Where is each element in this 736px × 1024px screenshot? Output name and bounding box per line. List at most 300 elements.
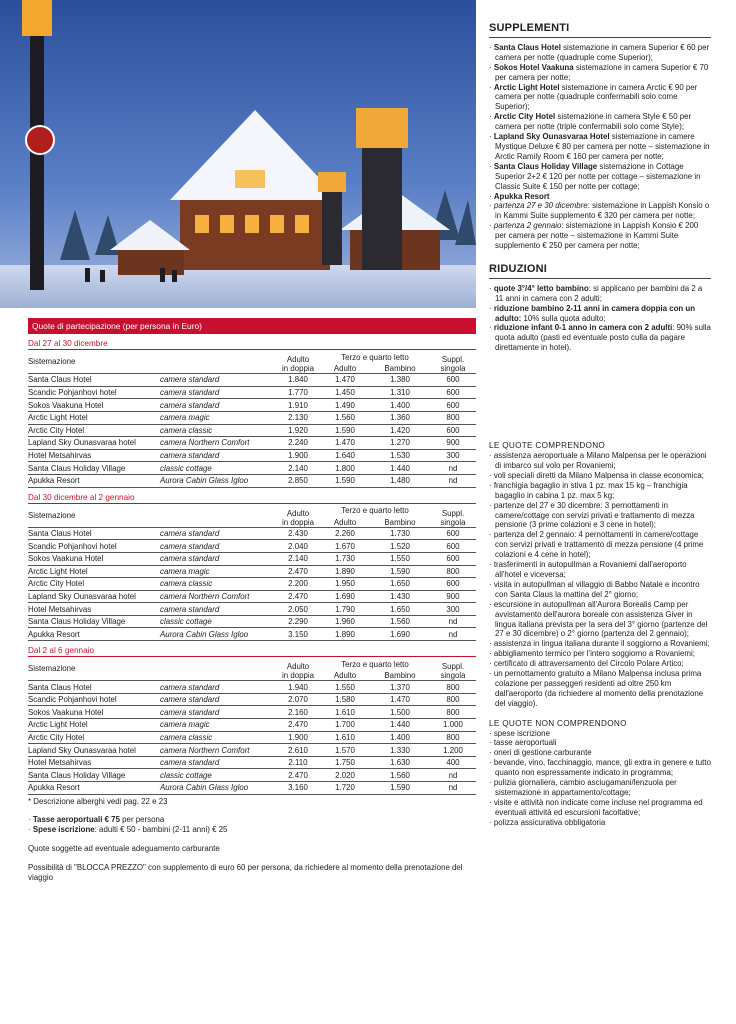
table-row (28, 411, 476, 424)
hotel-name: Sokos Vaakuna Hotel (28, 706, 160, 719)
item-bold: Arctic City Hotel (493, 112, 556, 122)
hotel-name: Arctic Light Hotel (28, 719, 160, 732)
price-suppl-singola: nd (430, 462, 476, 475)
room-type: classic cottage (160, 615, 276, 628)
price-bambino: 1.270 (370, 437, 430, 450)
item-text: sistemazione in camere Mystique Deluxe € 80 per camera per notte – sistemazione in Arctic Ramily Room € 160 per camera per notte; (495, 132, 710, 161)
list-item: · polizza assicurativa obbligatoria (489, 817, 606, 827)
table-row (28, 603, 476, 616)
col-in-doppia-label: in doppia (281, 517, 315, 527)
price-adulto-doppia: 2.140 (276, 462, 320, 475)
price-bambino: 1.330 (370, 744, 430, 757)
price-suppl-singola: 600 (430, 527, 476, 540)
price-adulto-doppia: 2.140 (276, 552, 320, 565)
room-type: camera magic (160, 565, 276, 578)
item-bold: Arctic Light Hotel (493, 82, 560, 92)
room-type: classic cottage (160, 462, 276, 475)
price-suppl-singola: 900 (430, 590, 476, 603)
price-adulto-doppia: 2.470 (276, 590, 320, 603)
room-type: camera standard (160, 386, 276, 399)
table-row (28, 540, 476, 553)
price-adulto-doppia: 2.470 (276, 719, 320, 732)
divider (489, 278, 711, 279)
list-item: · assistenza in lingua italiana durante il soggiorno a Rovaniemi; (489, 639, 710, 649)
hotel-name: Arctic Light Hotel (28, 411, 160, 424)
conditions-column (489, 0, 711, 828)
list-item: · partenza 2 gennaio: sistemazione in Lappish Konsio € 200 per camera per notte – sistemazione in Kammi Suite supplemento € 250 per camera per notte; (489, 221, 699, 251)
list-item: · certificato di attraversamento del Circolo Polare Artico; (489, 659, 684, 669)
list-item: · tasse aeroportuali (489, 738, 557, 748)
room-type: camera standard (160, 693, 276, 706)
price-adulto-doppia: 1.770 (276, 386, 320, 399)
hotel-name: Sokos Vaakuna Hotel (28, 399, 160, 412)
riduzioni-list (489, 284, 711, 353)
price-suppl-singola: nd (430, 769, 476, 782)
item-text: sistemazione in camera Style € 50 per camera per notte (triple confermabili solo come Style); (495, 112, 692, 132)
price-bambino: 1.470 (370, 693, 430, 706)
item-bold: riduzione bambino 2-11 anni in camera doppia con un adulto: (493, 303, 696, 323)
divider (489, 37, 711, 38)
price-suppl-singola: nd (430, 615, 476, 628)
price-bambino: 1.430 (370, 590, 430, 603)
price-table (28, 350, 476, 488)
price-suppl-singola: 800 (430, 411, 476, 424)
list-item: · trasferimenti in autopullman a Rovaniemi dall'aeroporto all'hotel e viceversa; (489, 560, 687, 579)
room-type: camera standard (160, 399, 276, 412)
item-text: : sistemazione in Lappish Konsio € 200 per camera per notte – sistemazione in Kammi Suite supplemento € 250 per camera per notte; (495, 221, 699, 251)
item-text: sistemazione in camera Superior € 60 per camera per notte (quadruple come Superior); (495, 42, 710, 62)
price-suppl-singola: 800 (430, 706, 476, 719)
room-type: camera standard (160, 449, 276, 462)
price-adulto-doppia: 1.840 (276, 374, 320, 387)
col-suppl-label: Suppl. (441, 508, 465, 518)
item-text: certificato di attraversamento del Circolo Polare Artico; (493, 659, 684, 669)
price-table (28, 657, 476, 795)
item-text: abbigliamento termico per l'intero soggiorno a Rovaniemi; (493, 649, 695, 659)
col-sistemazione: Sistemazione (28, 357, 76, 367)
item-text: sistemazione in camera Arctic € 90 per camera per notte (quadruple confermabili solo come Superior); (495, 82, 698, 112)
price-suppl-singola: 300 (430, 603, 476, 616)
list-item: · oneri di gestione carburante (489, 748, 592, 758)
list-item: · Arctic Light Hotel sistemazione in camera Arctic € 90 per camera per notte (quadruple confermabili solo come Superior); (489, 82, 698, 112)
riduzioni-title: RIDUZIONI (489, 262, 548, 275)
hotel-name: Santa Claus Holiday Village (28, 769, 160, 782)
col-adulto-label: Adulto (286, 508, 310, 518)
table-header-row (28, 350, 476, 362)
room-type: camera standard (160, 603, 276, 616)
price-bambino: 1.730 (370, 527, 430, 540)
col-suppl-label: Suppl. (441, 662, 465, 672)
hotel-name: Hotel Metsahirvas (28, 449, 160, 462)
table-row (28, 449, 476, 462)
non-comprendono-title: LE QUOTE NON COMPRENDONO (489, 718, 627, 728)
price-bambino: 1.380 (370, 374, 430, 387)
price-suppl-singola: 600 (430, 386, 476, 399)
price-bambino: 1.440 (370, 719, 430, 732)
list-item: · Lapland Sky Ounasvaraa Hotel sistemazione in camere Mystique Deluxe € 80 per camera per notte – sistemazione in Arctic Ramily Room € 160 per camera per notte; (489, 132, 710, 161)
quote-header: Quote di partecipazione (per persona in Euro) (28, 318, 476, 334)
item-bold: Sokos Hotel Vaakuna (493, 62, 574, 72)
item-text: : 90% sulla quota adulto (pasti ed eventuale posto culla da pagare direttamente in hotel). (495, 323, 711, 353)
price-adulto-terzo: 1.670 (320, 540, 370, 553)
list-item: · riduzione infant 0-1 anno in camera con 2 adulti: 90% sulla quota adulto (pasti ed eventuale posto culla da pagare direttamente in hotel). (489, 323, 711, 353)
item-bold: quote 3°/4° letto bambino (493, 283, 589, 293)
list-item: · un pernottamento gratuito a Milano Malpensa inclusa prima colazione per passeggeri residenti ad oltre 250 km dall'aeroporto (da richiedere al momento della prenotazione del viaggio). (489, 669, 704, 708)
list-item: · pulizia giornaliera, cambio asciugamani/lenzuola per sistemazione in appartamento/cottage; (489, 778, 677, 797)
price-adulto-doppia: 2.470 (276, 769, 320, 782)
item-text: partenze del 27 e 30 dicembre: 3 pernottamenti in camere/cottage con servizi privati e trattamento di mezza pensione (3 prime colazioni e 3 cene in hotel); (493, 500, 695, 530)
hotel-name: Arctic City Hotel (28, 578, 160, 591)
table-row (28, 769, 476, 782)
price-bambino: 1.550 (370, 552, 430, 565)
price-bambino: 1.560 (370, 769, 430, 782)
price-bambino: 1.520 (370, 540, 430, 553)
table-header-row (28, 657, 476, 669)
price-suppl-singola: 400 (430, 756, 476, 769)
price-adulto-doppia: 2.050 (276, 603, 320, 616)
price-adulto-doppia: 2.430 (276, 527, 320, 540)
table-row (28, 693, 476, 706)
table-row (28, 437, 476, 450)
item-text: sistemazione in Cottage Superior 2+2 € 120 per notte per cottage – sistemazione in Classic Suite € 150 per notte per cottage; (495, 161, 701, 191)
price-suppl-singola: 600 (430, 578, 476, 591)
list-item: · voli speciali diretti da Milano Malpensa in classe economica; (489, 470, 704, 480)
price-suppl-singola: nd (430, 782, 476, 795)
hotel-name: Scandic Pohjanhovi hotel (28, 693, 160, 706)
item-text: assistenza in lingua italiana durante il soggiorno a Rovaniemi; (493, 639, 710, 649)
table-row (28, 744, 476, 757)
price-bambino: 1.560 (370, 615, 430, 628)
hotel-name: Santa Claus Hotel (28, 681, 160, 694)
price-adulto-terzo: 1.890 (320, 565, 370, 578)
hotel-name: Apukka Resort (28, 474, 160, 487)
price-bambino: 1.630 (370, 756, 430, 769)
price-adulto-doppia: 3.150 (276, 628, 320, 641)
hotel-name: Hotel Metsahirvas (28, 756, 160, 769)
price-adulto-terzo: 1.790 (320, 603, 370, 616)
price-bambino: 1.420 (370, 424, 430, 437)
col-terzo-quarto: Terzo e quarto letto (341, 352, 409, 362)
price-suppl-singola: 800 (430, 565, 476, 578)
price-adulto-doppia: 2.200 (276, 578, 320, 591)
item-text: : sistemazione in Lappish Konsio o in Kammi Suite supplemento € 320 per camera per notte; (495, 201, 710, 221)
item-text: : si applicano per bambini da 2 a 11 anni in camera con 2 adulti; (495, 283, 703, 303)
comprendono-list (489, 451, 711, 709)
price-adulto-doppia: 2.290 (276, 615, 320, 628)
price-suppl-singola: 600 (430, 399, 476, 412)
hotel-name: Santa Claus Holiday Village (28, 615, 160, 628)
hotel-name: Lapland Sky Ounasvaraa hotel (28, 744, 160, 757)
table-row (28, 578, 476, 591)
table-row (28, 590, 476, 603)
price-bambino: 1.590 (370, 565, 430, 578)
item-bold: Santa Claus Hotel (493, 42, 561, 52)
price-adulto-terzo: 1.580 (320, 693, 370, 706)
table-row (28, 782, 476, 795)
room-type: Aurora Cabin Glass Igloo (160, 782, 276, 795)
hotel-name: Scandic Pohjanhovi hotel (28, 540, 160, 553)
list-item: · quote 3°/4° letto bambino: si applicano per bambini da 2 a 11 anni in camera con 2 adulti; (489, 283, 703, 303)
price-adulto-terzo: 1.550 (320, 681, 370, 694)
price-adulto-doppia: 2.850 (276, 474, 320, 487)
hotel-name: Arctic City Hotel (28, 424, 160, 437)
supplementi-title: SUPPLEMENTI (489, 22, 570, 34)
price-adulto-terzo: 1.690 (320, 590, 370, 603)
price-suppl-singola: 300 (430, 449, 476, 462)
table-row (28, 424, 476, 437)
room-type: Aurora Cabin Glass Igloo (160, 628, 276, 641)
item-text: franchigia bagaglio in stiva 1 pz. max 15 kg – franchigia bagaglio in cabina 1 pz. max 5 kg; (493, 480, 688, 500)
item-text: sistemazione in camera Superior € 70 per camera per notte; (495, 62, 709, 82)
list-item: · visite e attività non indicate come incluse nel programma ed eventuali attività ed escursioni facoltative; (489, 797, 703, 817)
price-adulto-terzo: 1.470 (320, 374, 370, 387)
non-comprendono-list (489, 729, 711, 828)
hotel-name: Santa Claus Holiday Village (28, 462, 160, 475)
price-adulto-terzo: 1.730 (320, 552, 370, 565)
item-text: partenza del 2 gennaio: 4 pernottamenti in camere/cottage con servizi privati e trattamento di mezza pensione (4 prime colazioni e 4 cene in hotel); (493, 530, 704, 560)
period-title: Dal 27 al 30 dicembre (28, 337, 476, 350)
list-item: · partenza del 2 gennaio: 4 pernottamenti in camere/cottage con servizi privati e trattamento di mezza pensione (4 prime colazioni e 4 cene in hotel); (489, 530, 704, 560)
hotel-name: Scandic Pohjanhovi hotel (28, 386, 160, 399)
price-adulto-terzo: 1.570 (320, 744, 370, 757)
item-text: visite e attività non indicate come incluse nel programma ed eventuali attività ed escursioni facoltative; (493, 797, 703, 817)
item-text: visita in autopullman al villaggio di Babbo Natale e incontro con Santa Claus la mattina del 2° giorno; (493, 579, 700, 599)
price-adulto-doppia: 1.910 (276, 399, 320, 412)
room-type: camera classic (160, 731, 276, 744)
item-text: escursione in autopullman all'Aurora Borealis Camp per avvistamento dell'aurora boreale con assistenza Giver in lingua italiana prevista per la sera del 3° giorno (partenze del 27 e 30 dicembre) o 2° giorno (partenza del 2 gennaio); (493, 599, 708, 639)
price-adulto-doppia: 2.610 (276, 744, 320, 757)
period-title: Dal 30 dicembre al 2 gennaio (28, 491, 476, 504)
list-item: · partenze del 27 e 30 dicembre: 3 pernottamenti in camere/cottage con servizi privati e trattamento di mezza pensione (3 prime colazioni e 3 cene in hotel); (489, 500, 695, 530)
room-type: camera standard (160, 527, 276, 540)
col-adulto-terzo: Adulto (333, 671, 357, 681)
hotel-name: Apukka Resort (28, 628, 160, 641)
col-in-doppia-label: in doppia (281, 671, 315, 681)
price-bambino: 1.690 (370, 628, 430, 641)
price-adulto-terzo: 1.590 (320, 474, 370, 487)
col-singola-label: singola (440, 671, 466, 681)
period-title: Dal 2 al 6 gennaio (28, 644, 476, 657)
table-row (28, 565, 476, 578)
col-singola-label: singola (440, 364, 466, 374)
list-item: · escursione in autopullman all'Aurora Borealis Camp per avvistamento dell'aurora boreale con assistenza Giver in lingua italiana prevista per la sera del 3° giorno (partenze del 27 e 30 dicembre) o 2° giorno (partenza del 2 gennaio); (489, 599, 708, 639)
price-adulto-doppia: 1.900 (276, 731, 320, 744)
price-adulto-terzo: 1.610 (320, 706, 370, 719)
price-adulto-doppia: 2.160 (276, 706, 320, 719)
hotel-name: Santa Claus Hotel (28, 374, 160, 387)
santa-claus-village-photo (0, 0, 476, 308)
apukka-sublist (489, 201, 711, 251)
item-text: assistenza aeroportuale a Milano Malpensa per le operazioni di imbarco sul volo per Rovaniemi; (493, 451, 707, 470)
table-row (28, 462, 476, 475)
price-suppl-singola: 600 (430, 540, 476, 553)
price-adulto-doppia: 2.470 (276, 565, 320, 578)
santa-claus-village-photo-icon (0, 0, 476, 308)
col-adulto-terzo: Adulto (333, 364, 357, 374)
price-suppl-singola: 600 (430, 374, 476, 387)
price-table (28, 504, 476, 642)
price-bambino: 1.590 (370, 782, 430, 795)
list-item: · Sokos Hotel Vaakuna sistemazione in camera Superior € 70 per camera per notte; (489, 62, 709, 82)
hotel-name: Arctic City Hotel (28, 731, 160, 744)
price-adulto-doppia: 2.070 (276, 693, 320, 706)
table-row (28, 756, 476, 769)
hotel-name: Apukka Resort (28, 782, 160, 795)
item-text: tasse aeroportuali (493, 738, 557, 748)
room-type: camera standard (160, 540, 276, 553)
col-suppl (430, 657, 476, 681)
item-italic: partenza 27 e 30 dicembre (493, 201, 588, 211)
col-sistemazione: Sistemazione (28, 510, 76, 520)
list-item: · Arctic City Hotel sistemazione in camera Style € 50 per camera per notte (triple confermabili solo come Style); (489, 112, 692, 132)
room-type: camera Northern Comfort (160, 590, 276, 603)
price-adulto-terzo: 2.020 (320, 769, 370, 782)
table-row (28, 706, 476, 719)
item-text: oneri di gestione carburante (493, 748, 592, 758)
price-adulto-terzo: 1.890 (320, 628, 370, 641)
price-adulto-terzo: 1.560 (320, 411, 370, 424)
item-text: bevande, vino, facchinaggio, mance, gli extra in genere e tutto quanto non espressamente indicato in programma; (493, 758, 711, 778)
price-bambino: 1.440 (370, 462, 430, 475)
price-bambino: 1.360 (370, 411, 430, 424)
list-item: · assistenza aeroportuale a Milano Malpensa per le operazioni di imbarco sul volo per Rovaniemi; (489, 451, 707, 470)
price-adulto-doppia: 2.110 (276, 756, 320, 769)
price-bambino: 1.310 (370, 386, 430, 399)
list-item: · Santa Claus Hotel sistemazione in camera Superior € 60 per camera per notte (quadruple come Superior); (489, 42, 710, 62)
room-type: camera magic (160, 719, 276, 732)
item-text: 10% sulla quota adulto; (521, 313, 606, 323)
price-bambino: 1.370 (370, 681, 430, 694)
item-text: un pernottamento gratuito a Milano Malpensa inclusa prima colazione per passeggeri residenti ad oltre 250 km dall'aeroporto (da richiedere al momento della prenotazione del viaggio). (493, 669, 704, 708)
hotel-name: Lapland Sky Ounasvaraa hotel (28, 590, 160, 603)
price-adulto-terzo: 1.590 (320, 424, 370, 437)
item-text: voli speciali diretti da Milano Malpensa in classe economica; (493, 470, 704, 480)
col-singola-label: singola (440, 517, 466, 527)
price-adulto-terzo: 1.470 (320, 437, 370, 450)
room-type: camera standard (160, 552, 276, 565)
table-row (28, 681, 476, 694)
hotel-name: Arctic Light Hotel (28, 565, 160, 578)
list-item: · franchigia bagaglio in stiva 1 pz. max 15 kg – franchigia bagaglio in cabina 1 pz. max 5 kg; (489, 480, 688, 500)
list-item: · partenza 27 e 30 dicembre: sistemazione in Lappish Konsio o in Kammi Suite supplemento € 320 per camera per notte; (489, 201, 710, 221)
table-row (28, 527, 476, 540)
item-bold: Santa Claus Holiday Village (493, 161, 598, 171)
price-bambino: 1.480 (370, 474, 430, 487)
list-item: · abbigliamento termico per l'intero soggiorno a Rovaniemi; (489, 649, 695, 659)
hotel-name: Hotel Metsahirvas (28, 603, 160, 616)
col-terzo-quarto: Terzo e quarto letto (341, 506, 409, 516)
item-text: spese iscrizione (493, 728, 550, 738)
list-item: · Apukka Resort (489, 191, 550, 201)
table-row (28, 399, 476, 412)
price-suppl-singola: 900 (430, 437, 476, 450)
col-bambino: Bambino (384, 364, 416, 374)
list-item: · riduzione bambino 2-11 anni in camera doppia con un adulto: 10% sulla quota adulto; (489, 303, 696, 323)
col-adulto (276, 504, 320, 528)
room-type: classic cottage (160, 769, 276, 782)
hotel-name: Lapland Sky Ounasvaraa hotel (28, 437, 160, 450)
price-adulto-terzo: 1.950 (320, 578, 370, 591)
table-row (28, 719, 476, 732)
price-bambino: 1.500 (370, 706, 430, 719)
price-suppl-singola: 800 (430, 693, 476, 706)
col-in-doppia-label: in doppia (281, 364, 315, 374)
table-row (28, 374, 476, 387)
fuel-note: Quote soggette ad eventuale adeguamento carburante (28, 843, 220, 853)
price-adulto-terzo: 1.610 (320, 731, 370, 744)
fee-spese: · Spese iscrizione: adulti € 50 - bambini (2-11 anni) € 25 (28, 824, 228, 834)
table-row (28, 615, 476, 628)
room-type: camera standard (160, 706, 276, 719)
price-adulto-doppia: 1.940 (276, 681, 320, 694)
blocca-prezzo-note: Possibilità di "BLOCCA PREZZO" con supplemento di euro 60 per persona, da richiedere al momento della prenotazione del viaggio (28, 862, 463, 882)
room-type: camera Northern Comfort (160, 744, 276, 757)
price-bambino: 1.650 (370, 603, 430, 616)
col-bambino: Bambino (384, 671, 416, 681)
item-bold: Lapland Sky Ounasvaraa Hotel (493, 132, 610, 142)
item-bold: riduzione infant 0-1 anno in camera con 2 adulti (493, 323, 673, 333)
price-suppl-singola: 800 (430, 731, 476, 744)
hotel-name: Sokos Vaakuna Hotel (28, 552, 160, 565)
col-adulto-label: Adulto (286, 662, 310, 672)
hotel-name: Santa Claus Hotel (28, 527, 160, 540)
price-adulto-doppia: 1.920 (276, 424, 320, 437)
col-adulto (276, 350, 320, 374)
price-bambino: 1.400 (370, 731, 430, 744)
price-adulto-doppia: 2.040 (276, 540, 320, 553)
room-type: camera classic (160, 424, 276, 437)
list-item: · bevande, vino, facchinaggio, mance, gli extra in genere e tutto quanto non espressamente indicato in programma; (489, 758, 711, 778)
price-adulto-doppia: 2.240 (276, 437, 320, 450)
room-type: camera standard (160, 756, 276, 769)
price-adulto-terzo: 1.800 (320, 462, 370, 475)
price-suppl-singola: 1.200 (430, 744, 476, 757)
price-suppl-singola: nd (430, 628, 476, 641)
col-adulto-terzo: Adulto (333, 517, 357, 527)
hotel-footnote: * Descrizione alberghi vedi pag. 22 e 23 (28, 796, 168, 806)
col-sistemazione: Sistemazione (28, 664, 76, 674)
table-row (28, 731, 476, 744)
fees (28, 815, 476, 835)
item-italic: partenza 2 gennaio (493, 221, 562, 231)
price-bambino: 1.530 (370, 449, 430, 462)
room-type: camera standard (160, 681, 276, 694)
col-suppl-label: Suppl. (441, 355, 465, 365)
price-bambino: 1.650 (370, 578, 430, 591)
price-adulto-doppia: 3.160 (276, 782, 320, 795)
col-adulto-label: Adulto (286, 355, 310, 365)
table-header-row (28, 504, 476, 516)
fee-tasse: · Tasse aeroportuali € 75 per persona (28, 814, 165, 824)
price-adulto-terzo: 1.450 (320, 386, 370, 399)
price-adulto-terzo: 1.960 (320, 615, 370, 628)
table-row (28, 386, 476, 399)
price-adulto-terzo: 1.700 (320, 719, 370, 732)
col-bambino: Bambino (384, 517, 416, 527)
room-type: Aurora Cabin Glass Igloo (160, 474, 276, 487)
room-type: camera magic (160, 411, 276, 424)
supplementi-list (489, 43, 711, 202)
col-terzo-quarto: Terzo e quarto letto (341, 659, 409, 669)
price-suppl-singola: 800 (430, 681, 476, 694)
periods-container (28, 337, 476, 795)
item-text: trasferimenti in autopullman a Rovaniemi dall'aeroporto all'hotel e viceversa; (493, 560, 687, 579)
price-adulto-terzo: 1.640 (320, 449, 370, 462)
price-adulto-terzo: 1.750 (320, 756, 370, 769)
table-row (28, 628, 476, 641)
price-suppl-singola: 600 (430, 424, 476, 437)
list-item: · Santa Claus Holiday Village sistemazione in Cottage Superior 2+2 € 120 per notte per cottage – sistemazione in Classic Suite € 150 per notte per cottage; (489, 161, 701, 191)
